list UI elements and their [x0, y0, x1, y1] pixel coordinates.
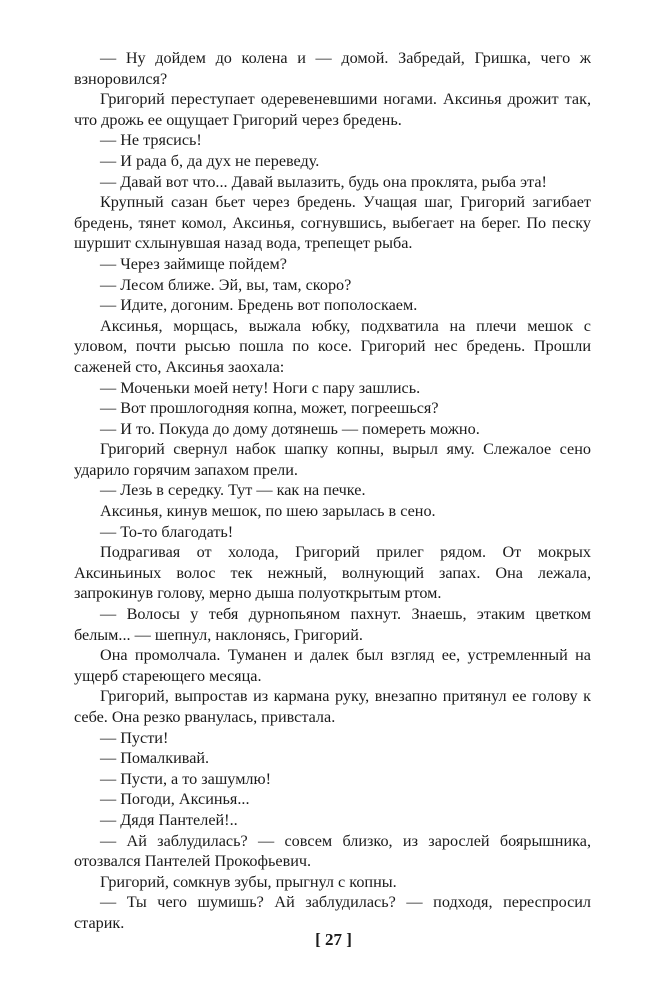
paragraph: — То-то благодать!: [100, 522, 234, 541]
paragraph: Крупный сазан бьет через бредень. Учащая шаг, Григорий загибает бредень, тянет комол, Аксинья, согнувшись, выбегает на берег. По песку шуршит схлынувшая назад вода, трепещет рыба.: [74, 193, 591, 253]
paragraph: Григорий, сомкнув зубы, прыгнул с копны.: [100, 872, 397, 891]
paragraph: — Моченьки моей нету! Ноги с пару зашлись.: [100, 378, 421, 397]
paragraph: — Погоди, Аксинья...: [100, 790, 250, 809]
paragraph: Григорий переступает одеревеневшими ногами. Аксинья дрожит так, что дрожь ее ощущает Григорий через бредень.: [74, 90, 591, 129]
paragraph: — Ну дойдем до колена и — домой. Забредай, Гришка, чего ж взноровился?: [74, 49, 591, 88]
paragraph: — Ты чего шумишь? Ай заблудилась? — подходя, переспросил старик.: [74, 893, 591, 932]
paragraph: — Дядя Пантелей!..: [100, 810, 238, 829]
paragraph: — И рада б, да дух не переведу.: [100, 151, 320, 170]
paragraph: Аксинья, морщась, выжала юбку, подхватила на плечи мешок с уловом, почти рысью пошла по косе. Григорий нес бредень. Прошли саженей сто, Аксинья заохала:: [74, 316, 591, 376]
paragraph: — Идите, догоним. Бредень вот пополоскаем.: [100, 296, 418, 315]
paragraph: — Пусти, а то зашумлю!: [100, 769, 271, 788]
paragraph: — Лезь в середку. Тут — как на печке.: [100, 481, 366, 500]
paragraph: — Давай вот что... Давай вылазить, будь она проклята, рыба эта!: [100, 172, 547, 191]
paragraph: — Не трясись!: [100, 131, 202, 150]
paragraph: — Ай заблудилась? — совсем близко, из зарослей боярышника, отозвался Пантелей Прокофьевич.: [74, 831, 591, 871]
paragraph: — Вот прошлогодняя копна, может, погреешься?: [100, 399, 439, 418]
paragraph: Она промолчала. Туманен и далек был взгляд ее, устремленный на ущерб стареющего месяца.: [74, 646, 591, 685]
paragraph: — И то. Покуда до дому дотянешь — помереть можно.: [100, 419, 480, 438]
page-text: [74, 48, 591, 934]
paragraph: — Пусти!: [100, 728, 169, 747]
paragraph: Григорий свернул набок шапку копны, вырыл яму. Слежалое сено ударило горячим запахом прели.: [74, 440, 591, 479]
page-number: [ 27 ]: [315, 930, 352, 949]
paragraph: Аксинья, кинув мешок, по шею зарылась в сено.: [100, 502, 436, 521]
paragraph: Григорий, выпростав из кармана руку, внезапно притянул ее голову к себе. Она резко рванулась, привстала.: [74, 687, 591, 726]
paragraph: — Помалкивай.: [100, 749, 210, 768]
paragraph: — Волосы у тебя дурнопьяном пахнут. Знаешь, этаким цветком белым... — шепнул, наклонясь, Григорий.: [74, 605, 591, 644]
paragraph: Подрагивая от холода, Григорий прилег рядом. От мокрых Аксиньиных волос тек нежный, волнующий запах. Она лежала, запрокинув голову, мерно дыша полуоткрытым ртом.: [74, 543, 591, 603]
paragraph: — Лесом ближе. Эй, вы, там, скоро?: [100, 275, 352, 294]
paragraph: — Через займище пойдем?: [100, 254, 287, 273]
